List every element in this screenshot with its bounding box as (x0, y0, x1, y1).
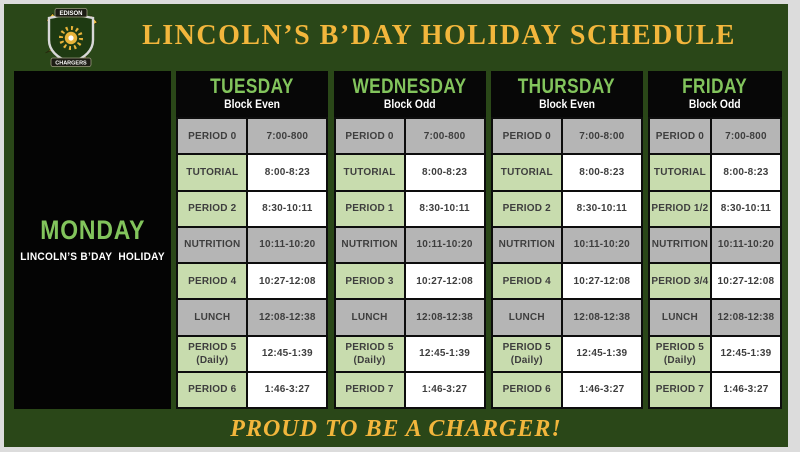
day-column (648, 71, 782, 409)
period-label: NUTRITION (341, 239, 398, 251)
time-cell: 7:00-800 (248, 119, 326, 153)
period-label: LUNCH (508, 311, 545, 323)
period-label: PERIOD 5 (655, 341, 705, 353)
monday-holiday-label: LINCOLN’S B’DAY HOLIDAY (20, 251, 165, 263)
time-cell: 10:27-12:08 (406, 264, 484, 298)
day-name: WEDNESDAY (352, 75, 467, 99)
time-cell: 1:46-3:27 (563, 373, 641, 407)
period-label: NUTRITION (184, 239, 241, 251)
period-cell (336, 300, 404, 334)
monday-day-name: MONDAY (39, 215, 146, 245)
period-cell (650, 155, 710, 189)
period-sublabel: (Daily) (510, 354, 543, 366)
period-label: TUTORIAL (653, 166, 706, 178)
time-cell: 12:45-1:39 (248, 337, 326, 371)
time-cell: 8:00-8:23 (406, 155, 484, 189)
time-cell: 7:00-800 (712, 119, 780, 153)
time-cell: 12:45-1:39 (712, 337, 780, 371)
period-label: LUNCH (661, 311, 698, 323)
period-cell (336, 337, 404, 371)
page-title: LINCOLN’S B’DAY HOLIDAY SCHEDULE (142, 20, 736, 51)
time-cell: 8:00-8:23 (248, 155, 326, 189)
period-label: PERIOD 5 (345, 341, 394, 353)
period-label: PERIOD 5 (188, 341, 237, 353)
period-label: PERIOD 1 (345, 203, 394, 215)
period-cell (493, 192, 561, 226)
time-cell: 12:45-1:39 (563, 337, 641, 371)
time-cell: 12:08-12:38 (406, 300, 484, 334)
day-header (176, 71, 328, 117)
day-name: THURSDAY (518, 75, 616, 99)
period-cell (650, 337, 710, 371)
period-label: PERIOD 0 (502, 130, 551, 142)
period-cell (178, 264, 246, 298)
time-cell: 10:11-10:20 (563, 228, 641, 262)
period-cell (493, 119, 561, 153)
time-cell: 8:30-10:11 (248, 192, 326, 226)
time-cell: 1:46-3:27 (248, 373, 326, 407)
edison-banner (55, 8, 87, 17)
period-cell (178, 300, 246, 334)
period-cell (178, 119, 246, 153)
period-label: LUNCH (351, 311, 388, 323)
period-cell (650, 264, 710, 298)
period-cell (493, 228, 561, 262)
period-cell (336, 373, 404, 407)
day-schedule-table (491, 117, 643, 409)
period-label: PERIOD 6 (502, 384, 551, 396)
day-name: FRIDAY (682, 75, 748, 99)
day-header (334, 71, 486, 117)
period-cell (336, 155, 404, 189)
time-cell: 8:30-10:11 (563, 192, 641, 226)
period-label: LUNCH (194, 311, 231, 323)
period-label: NUTRITION (498, 239, 555, 251)
time-cell: 7:00-8:00 (563, 119, 641, 153)
day-schedule-table (176, 117, 328, 409)
time-cell: 10:27-12:08 (712, 264, 780, 298)
period-cell (178, 337, 246, 371)
chargers-banner (51, 58, 91, 67)
time-cell: 1:46-3:27 (406, 373, 484, 407)
header (4, 4, 788, 68)
period-label: TUTORIAL (343, 166, 396, 178)
day-block-label: Block Even (224, 99, 281, 112)
period-cell (493, 155, 561, 189)
day-schedule-table (334, 117, 486, 409)
svg-text:EDISON: EDISON (59, 10, 83, 17)
time-cell: 12:08-12:38 (248, 300, 326, 334)
time-cell: 10:27-12:08 (563, 264, 641, 298)
period-cell (650, 228, 710, 262)
period-label: PERIOD 0 (345, 130, 394, 142)
period-cell (336, 192, 404, 226)
edison-chargers-logo (24, 7, 118, 69)
period-label: PERIOD 0 (188, 130, 237, 142)
period-label: NUTRITION (651, 239, 709, 251)
period-label: PERIOD 2 (188, 203, 237, 215)
day-column (334, 71, 486, 409)
period-label: PERIOD 4 (502, 275, 551, 287)
time-cell: 10:11-10:20 (248, 228, 326, 262)
day-block-label: Block Odd (383, 99, 436, 112)
time-cell: 10:11-10:20 (406, 228, 484, 262)
period-sublabel: (Daily) (196, 354, 229, 366)
period-label: PERIOD 3 (345, 275, 394, 287)
period-label: PERIOD 7 (345, 384, 394, 396)
time-cell: 12:45-1:39 (406, 337, 484, 371)
period-sublabel: (Daily) (353, 354, 386, 366)
period-cell (493, 264, 561, 298)
period-cell (493, 300, 561, 334)
day-header (648, 71, 782, 117)
schedule-grid (14, 71, 782, 409)
period-label: PERIOD 6 (188, 384, 237, 396)
day-column (491, 71, 643, 409)
footer-slogan: PROUD TO BE A CHARGER! (230, 415, 562, 442)
period-label: PERIOD 3/4 (651, 275, 709, 287)
period-label: TUTORIAL (186, 166, 239, 178)
period-cell (650, 192, 710, 226)
period-cell (336, 264, 404, 298)
period-sublabel: (Daily) (663, 354, 696, 366)
day-block-label: Block Odd (689, 99, 741, 112)
time-cell: 8:30-10:11 (712, 192, 780, 226)
period-cell (178, 192, 246, 226)
period-cell (493, 337, 561, 371)
period-cell (650, 373, 710, 407)
time-cell: 10:11-10:20 (712, 228, 780, 262)
period-cell (178, 373, 246, 407)
period-cell (493, 373, 561, 407)
day-header (491, 71, 643, 117)
time-cell: 12:08-12:38 (563, 300, 641, 334)
period-cell (178, 155, 246, 189)
period-label: PERIOD 1/2 (651, 203, 709, 215)
day-schedule-table (648, 117, 782, 409)
period-label: PERIOD 0 (655, 130, 705, 142)
period-cell (336, 228, 404, 262)
period-cell (336, 119, 404, 153)
time-cell: 8:30-10:11 (406, 192, 484, 226)
monday-holiday-column (14, 71, 171, 409)
period-cell (650, 119, 710, 153)
period-cell (650, 300, 710, 334)
period-label: PERIOD 5 (502, 341, 551, 353)
time-cell: 1:46-3:27 (712, 373, 780, 407)
time-cell: 8:00-8:23 (563, 155, 641, 189)
schedule-poster (4, 4, 788, 447)
day-name: TUESDAY (210, 75, 295, 99)
period-cell (178, 228, 246, 262)
time-cell: 10:27-12:08 (248, 264, 326, 298)
day-column (176, 71, 328, 409)
day-block-label: Block Even (538, 99, 595, 112)
period-label: TUTORIAL (500, 166, 553, 178)
time-cell: 7:00-800 (406, 119, 484, 153)
period-label: PERIOD 7 (655, 384, 705, 396)
time-cell: 8:00-8:23 (712, 155, 780, 189)
time-cell: 12:08-12:38 (712, 300, 780, 334)
svg-text:CHARGERS: CHARGERS (55, 60, 87, 66)
period-label: PERIOD 4 (188, 275, 237, 287)
period-label: PERIOD 2 (502, 203, 551, 215)
